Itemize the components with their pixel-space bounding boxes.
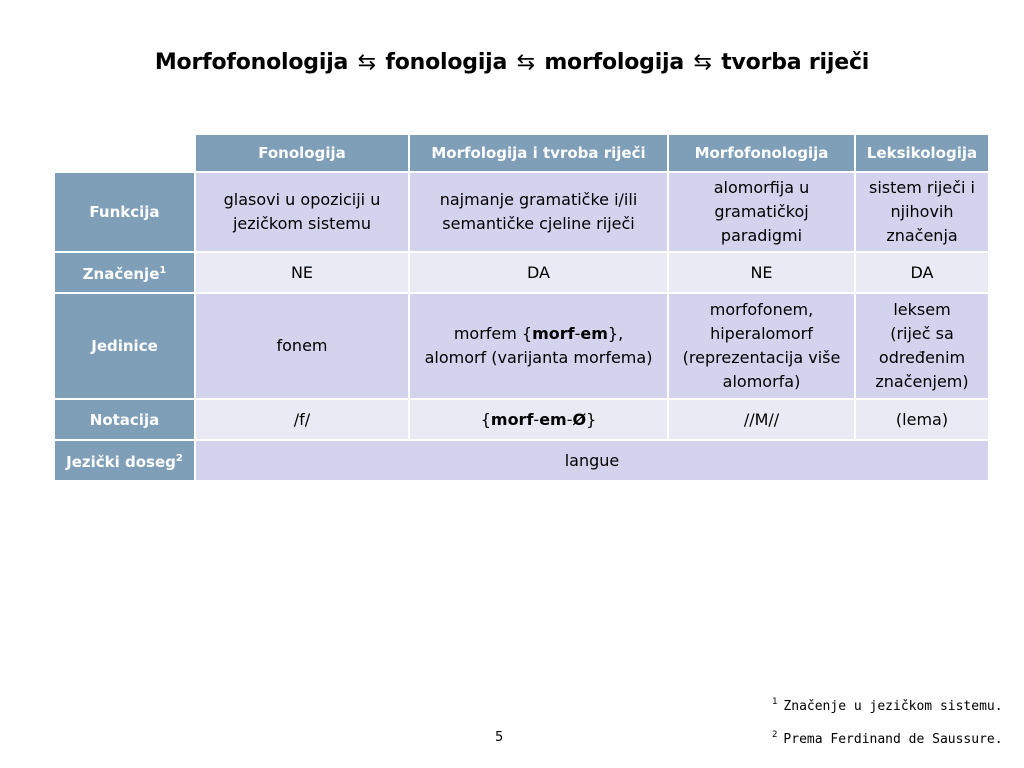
corner-cell xyxy=(54,134,195,172)
title-part-2: fonologija xyxy=(385,50,508,75)
title-part-1: Morfofonologija xyxy=(154,50,349,75)
table-row xyxy=(54,252,989,293)
table-cell: (lema) xyxy=(855,399,989,440)
cell-line: semantičke cjeline riječi xyxy=(442,214,635,233)
cell-line: alomorfija u xyxy=(713,178,810,197)
column-header-morfologija: Morfologija i tvroba riječi xyxy=(409,134,668,172)
table-cell: NE xyxy=(668,252,855,293)
cell-text-bold: Ø xyxy=(572,409,587,429)
swap-arrows-icon: ⇆ xyxy=(516,50,535,75)
table-row xyxy=(54,172,989,252)
cell-line: hiperalomorf xyxy=(710,324,813,343)
cell-text: - xyxy=(566,409,573,429)
cell-line: značenjem) xyxy=(875,372,969,391)
header-row xyxy=(54,134,989,172)
cell-line: leksem xyxy=(893,300,951,319)
row-header-jedinice: Jedinice xyxy=(54,293,195,399)
row-header-znacenje xyxy=(54,252,195,293)
footnote-marker: 1 xyxy=(159,265,167,276)
slide-title xyxy=(0,50,1024,75)
table-row xyxy=(54,440,989,481)
cell-line: sistem riječi i xyxy=(869,178,975,197)
row-header-notacija: Notacija xyxy=(54,399,195,440)
table-cell xyxy=(855,172,989,252)
footnote-2 xyxy=(772,730,1003,747)
table-cell xyxy=(855,293,989,399)
column-header-leksikologija: Leksikologija xyxy=(855,134,989,172)
table-cell xyxy=(409,399,668,440)
table-cell xyxy=(195,172,409,252)
cell-text: } xyxy=(586,409,597,429)
table-cell: fonem xyxy=(195,293,409,399)
cell-line: jezičkom sistemu xyxy=(232,214,372,233)
cell-text-bold: morf xyxy=(532,324,575,343)
table-cell xyxy=(409,293,668,399)
table-row xyxy=(54,293,989,399)
cell-line: glasovi u opoziciji u xyxy=(223,190,381,209)
footnote-number: 1 xyxy=(772,697,778,707)
cell-text-bold: morf xyxy=(490,409,534,429)
column-header-fonologija: Fonologija xyxy=(195,134,409,172)
cell-text-bold: em xyxy=(539,409,567,429)
row-header-label: Značenje xyxy=(82,265,160,283)
comparison-table xyxy=(53,133,990,482)
cell-line: određenim xyxy=(878,348,966,367)
cell-line: (reprezentacija više xyxy=(682,348,841,367)
footnote-text: Prema Ferdinand de Saussure. xyxy=(783,732,1003,747)
cell-line: njihovih xyxy=(890,202,954,221)
cell-line: morfofonem, xyxy=(709,300,814,319)
footnote-1 xyxy=(772,697,1003,714)
column-header-morfofonologija: Morfofonologija xyxy=(668,134,855,172)
cell-line: gramatičkoj xyxy=(714,202,809,221)
cell-text: - xyxy=(533,409,540,429)
cell-text: - xyxy=(574,324,581,343)
table-cell: NE xyxy=(195,252,409,293)
swap-arrows-icon: ⇆ xyxy=(357,50,376,75)
swap-arrows-icon: ⇆ xyxy=(693,50,712,75)
table-row xyxy=(54,399,989,440)
footnote-number: 2 xyxy=(772,730,778,740)
row-header-funkcija: Funkcija xyxy=(54,172,195,252)
table-cell-merged: langue xyxy=(195,440,989,481)
cell-line: alomorfa) xyxy=(722,372,801,391)
row-header-jezicki-doseg xyxy=(54,440,195,481)
title-part-4: tvorba riječi xyxy=(721,50,870,75)
cell-line: alomorf (varijanta morfema) xyxy=(424,348,653,367)
table-cell: DA xyxy=(409,252,668,293)
cell-text: morfem { xyxy=(453,324,533,343)
cell-line: (riječ sa xyxy=(890,324,954,343)
title-part-3: morfologija xyxy=(544,50,685,75)
cell-text-bold: em xyxy=(580,324,608,343)
page-number: 5 xyxy=(495,730,504,745)
cell-line: paradigmi xyxy=(720,226,803,245)
table-cell xyxy=(668,293,855,399)
cell-line: najmanje gramatičke i/ili xyxy=(439,190,638,209)
table-cell: /f/ xyxy=(195,399,409,440)
cell-text: { xyxy=(480,409,491,429)
footnote-text: Značenje u jezičkom sistemu. xyxy=(783,699,1003,714)
cell-text: }, xyxy=(607,324,624,343)
table-cell: DA xyxy=(855,252,989,293)
table-cell xyxy=(668,172,855,252)
cell-line: značenja xyxy=(886,226,958,245)
footnote-marker: 2 xyxy=(175,453,183,464)
row-header-label: Jezički doseg xyxy=(66,453,176,471)
table-cell: //M// xyxy=(668,399,855,440)
table-cell xyxy=(409,172,668,252)
